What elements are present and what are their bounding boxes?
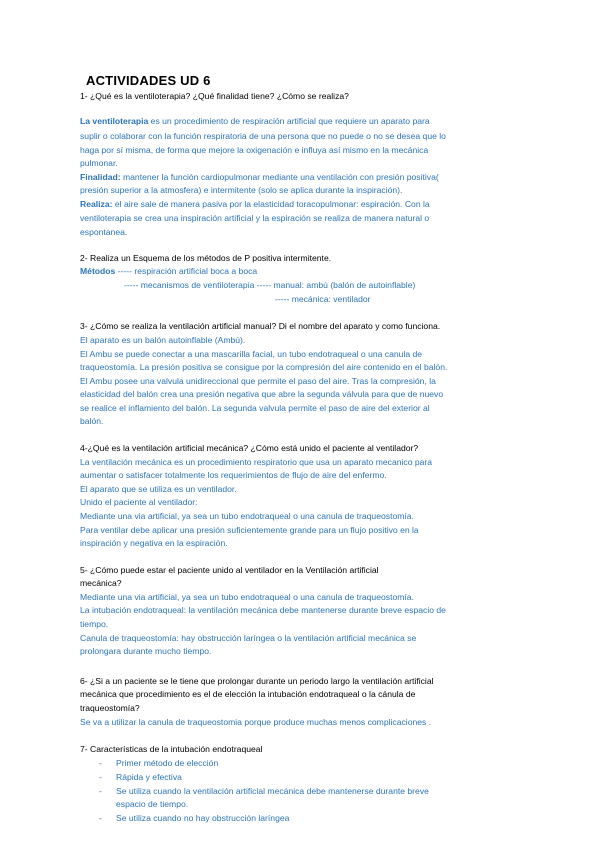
metodos-line-2: ----- mecanismos de ventiloterapia ----- manual: ambú (balón de autoinflable) — [124, 280, 416, 290]
term-realiza: Realiza: — [80, 199, 113, 209]
answer-1-line-2: suplir o colaborar con la función respiratoria de una persona que no puede o no se desea que lo — [80, 131, 446, 141]
answer-3-line-3: traqueostomía. La presión positiva se consigue por la compresión del aire contenido en el balón. — [80, 362, 448, 372]
answer-1-line-4: pulmonar. — [80, 158, 118, 168]
list-item: Se utiliza cuando la ventilación artificial mecánica debe mantenerse durante breve — [116, 786, 429, 796]
answer-text: es un procedimiento de respiración artificial que requiere un aparato para — [148, 116, 430, 126]
realiza-line-3: espontanea. — [80, 227, 128, 237]
answer-4-line-5: Mediante una via artificial, ya sea un tubo endotraqueal o una canula de traqueostomía. — [80, 511, 414, 521]
question-5-line-1: 5- ¿Cómo puede estar el paciente unido al ventilador en la Ventilación artificial — [80, 565, 379, 575]
answer-4-line-6: Para ventilar debe aplicar una presión suficientemente grande para un flujo positivo en la — [80, 525, 419, 535]
question-6-line-1: 6- ¿Si a un paciente se le tiene que prolongar durante un periodo largo la ventilación artificial — [80, 676, 434, 686]
answer-3-line-4: El Ambu posee una valvula unidireccional que permite el paso del aire. Tras la compresión, la — [80, 376, 436, 386]
question-4: 4-¿Qué es la ventilación artificial mecánica? ¿Cómo está unido el paciente al ventilador? — [80, 443, 419, 453]
answer-4-line-4: Unido el paciente al ventilador: — [80, 497, 198, 507]
list-dash: - — [99, 786, 102, 796]
term-finalidad: Finalidad: — [80, 172, 121, 182]
question-5-line-2: mecánica? — [80, 578, 122, 588]
answer-3-line-2: El Ambu se puede conectar a una mascarilla facial, un tubo endotraqueal o una canula de — [80, 349, 423, 359]
answer-text: mantener la función cardiopulmonar mediante una ventilación con presión positiva( — [120, 172, 439, 182]
answer-4-line-2: aumentar o satisfacer totalmente los requerimientos de flujo de aire del enfermo. — [80, 470, 387, 480]
list-item: Se utiliza cuando no hay obstrucción laríngea — [116, 813, 290, 823]
finalidad-line-2: presión superior a la atmosfera) e intermitente (solo se aplica durante la inspiración). — [80, 185, 403, 195]
answer-4-line-1: La ventilación mecánica es un procedimiento respiratorio que usa un aparato mecanico para — [80, 457, 433, 467]
answer-5-line-1: Mediante una via artificial, ya sea un tubo endotraqueal o una canula de traqueostomía. — [80, 592, 414, 602]
answer-text: el aire sale de manera pasiva por la elasticidad toracopulmonar: espiración. Con la — [112, 199, 430, 209]
answer-3-line-6: se realice el inflamiento del balón. La segunda valvula permite el paso de aire del exterior al — [80, 403, 430, 413]
question-2: 2- Realiza un Esquema de los métodos de P positiva intermitente. — [80, 253, 332, 263]
list-item-continuation: espacio de tiempo. — [116, 799, 189, 809]
answer-text: ----- respiración artificial boca a boca — [115, 266, 258, 276]
list-dash: - — [99, 813, 102, 823]
question-6-line-2: mecánica que procedimiento es el de elección la intubación endotraqueal o la cánula de — [80, 689, 416, 699]
answer-4-line-7: inspiración y negativa en la espiración. — [80, 538, 228, 548]
answer-1-line-1 — [80, 116, 430, 127]
question-7: 7- Características de la intubación endotraqueal — [80, 744, 263, 754]
answer-5-line-4: Canula de traqueostomía: hay obstrucción laríngea o la ventilación artificial mecánica se — [80, 633, 417, 643]
realiza-line-2: ventiloterapia se crea una inspiración artificial y la espiración se realiza de manera natural o — [80, 213, 430, 223]
page-title: ACTIVIDADES UD 6 — [86, 73, 211, 88]
question-1: 1- ¿Qué es la ventiloterapia? ¿Qué finalidad tiene? ¿Cómo se realiza? — [80, 91, 349, 101]
answer-3-line-7: balón. — [80, 416, 104, 426]
answer-5-line-3: tiempo. — [80, 619, 109, 629]
question-3: 3- ¿Cómo se realiza la ventilación artificial manual? Di el nombre del aparato y como funciona. — [80, 321, 441, 331]
question-6-line-3: traqueostomía? — [80, 703, 140, 713]
answer-3-line-1: El aparato es un balón autoinflable (Ambú). — [80, 335, 246, 345]
answer-6-line-1: Se va a utilizar la canula de traqueostomia porque produce muchas menos complicaciones . — [80, 717, 432, 727]
realiza-line-1 — [80, 199, 430, 210]
term-ventiloterapia: La ventiloterapia — [80, 116, 149, 126]
list-item: Primer método de elección — [116, 758, 219, 768]
answer-3-line-5: elasticidad del balón crea una presión negativa que abre la segunda válvula para que de nuevo — [80, 389, 444, 399]
answer-5-line-2: La intubación endotraqueal: la ventilación mecánica debe mantenerse durante breve espacio de — [80, 605, 446, 615]
list-dash: - — [99, 772, 102, 782]
finalidad-line-1 — [80, 172, 439, 183]
metodos-line-1 — [80, 266, 257, 277]
answer-5-line-5: prolongara durante mucho tiempo. — [80, 646, 212, 656]
answer-1-line-3: haga por sí misma, de forma que mejore la oxigenación e influya así mismo en la mecánica — [80, 145, 429, 155]
term-metodos: Métodos — [80, 266, 116, 276]
list-item: Rápida y efectiva — [116, 772, 182, 782]
list-dash: - — [99, 758, 102, 768]
metodos-line-3: ----- mecánica: ventilador — [275, 294, 371, 304]
answer-4-line-3: El aparato que se utiliza es un ventilador. — [80, 484, 237, 494]
